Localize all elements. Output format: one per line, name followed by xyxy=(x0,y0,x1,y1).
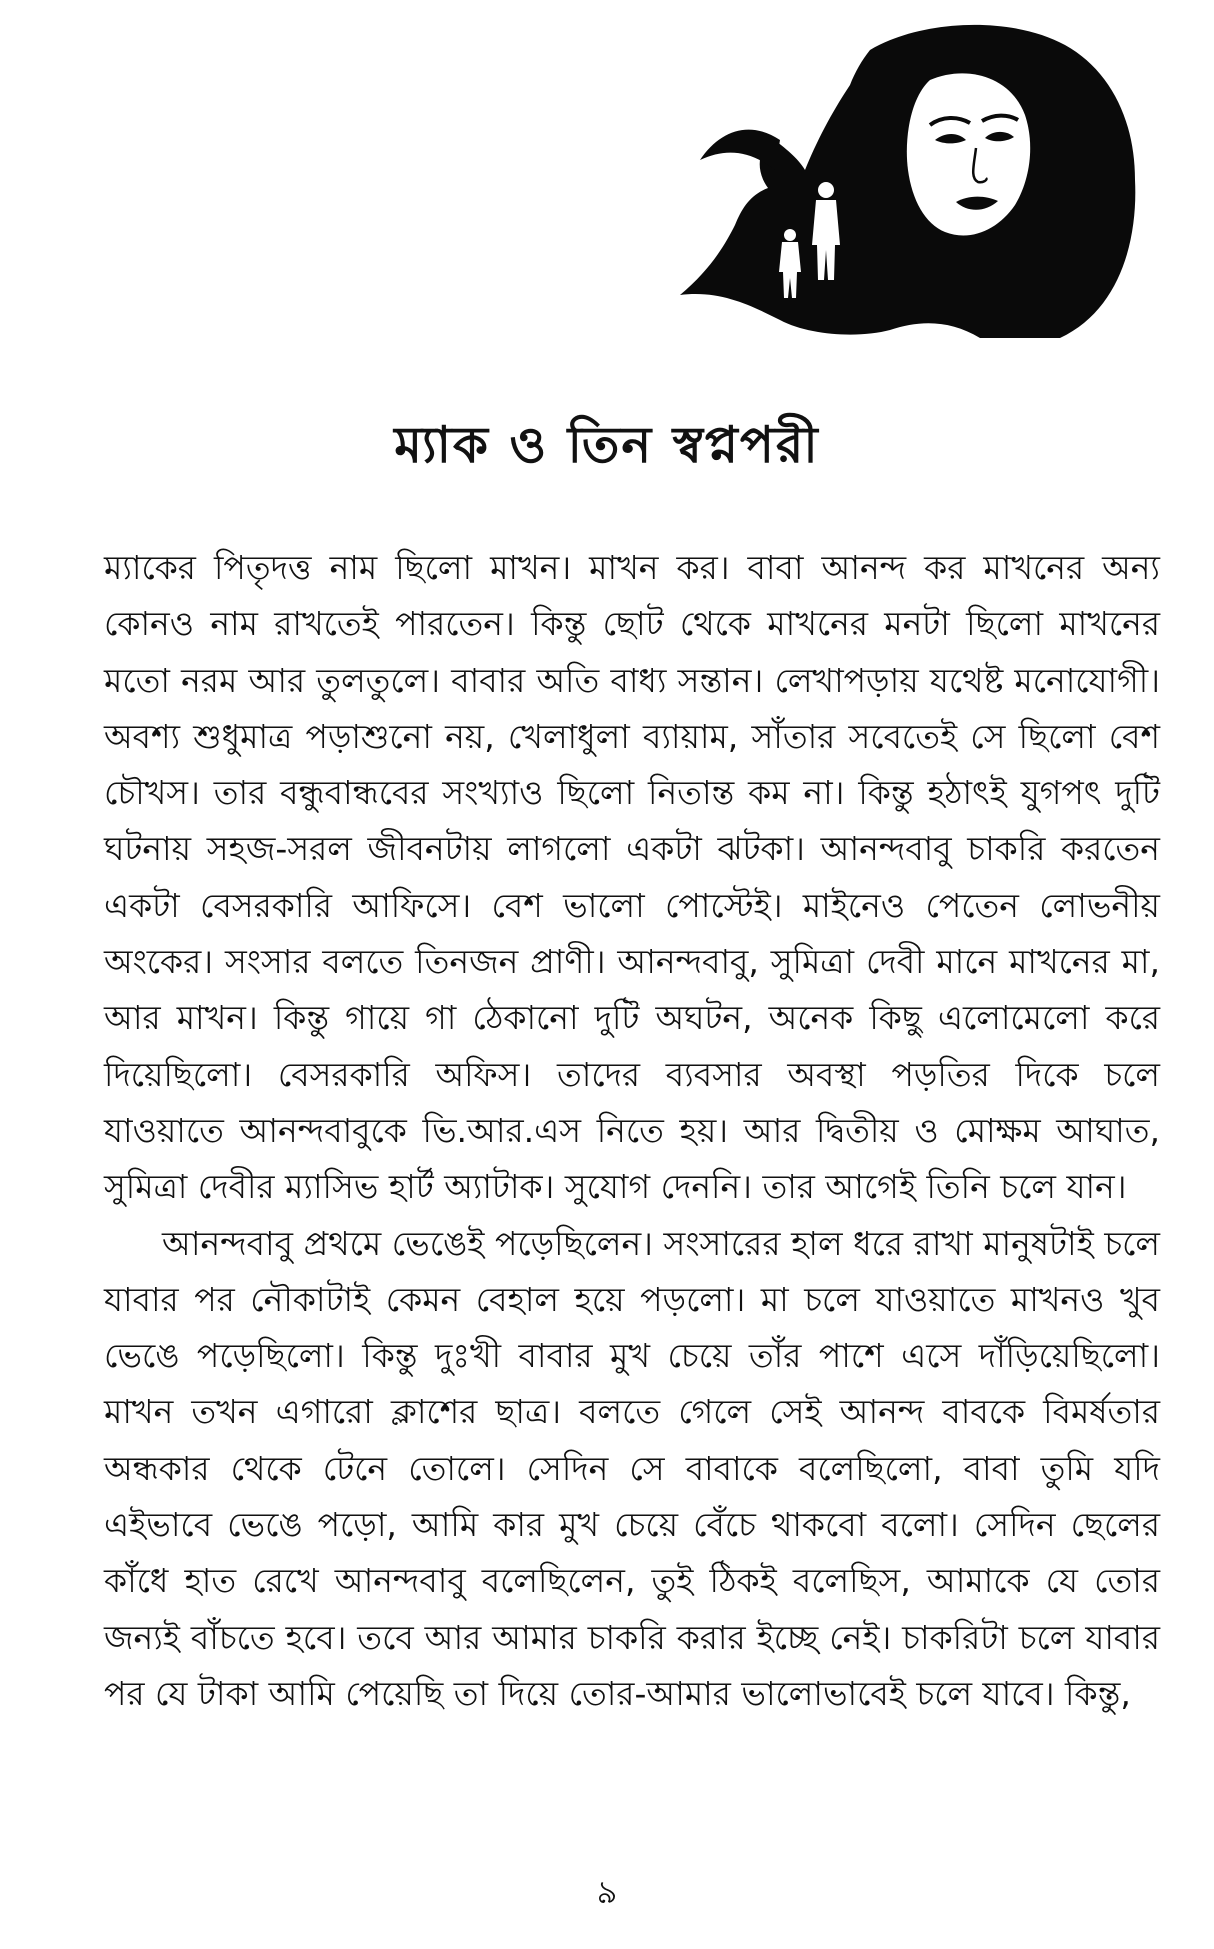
woman-with-flowing-hair-illustration xyxy=(680,20,1150,340)
chapter-title: ম্যাক ও তিন স্বপ্নপরী xyxy=(394,416,820,474)
hair-strand xyxy=(700,130,780,170)
paragraph: আনন্দবাবু প্রথমে ভেঙেই পড়েছিলেন। সংসারের হাল ধরে রাখা মানুষটাই চলে যাবার পর নৌকাটাই কেমন বেহাল হয়ে পড়লো। মা চলে যাওয়াতে মাখনও খুব ভেঙে পড়েছিলো। কিন্তু দুঃখী বাবার মুখ চেয়ে তাঁর পাশে এসে দাঁড়িয়েছিলো। মাখন তখন এগারো ক্লাশের ছাত্র। বলতে গেলে সেই আনন্দ বাবকে বিমর্ষতার অন্ধকার থেকে টেনে তোলে। সেদিন সে বাবাকে বলেছিলো, বাবা তুমি যদি এইভাবে ভেঙে পড়ো, আমি কার মুখ চেয়ে বেঁচে থাকবো বলো। সেদিন ছেলের কাঁধে হাত রেখে আনন্দবাবু বলেছিলেন, তুই ঠিকই বলেছিস, আমাকে যে তোর জন্যই বাঁচতে হবে। তবে আর আমার চাকরি করার ইচ্ছে নেই। চাকরিটা চলে যাবার পর যে টাকা আমি পেয়েছি তা দিয়ে তোর-আমার ভালোভাবেই চলে যাবে। কিন্তু, xyxy=(104,1223,1160,1713)
paragraph: ম্যাকের পিতৃদত্ত নাম ছিলো মাখন। মাখন কর। বাবা আনন্দ কর মাখনের অন্য কোনও নাম রাখতেই পারতেন। কিন্তু ছোট থেকে মাখনের মনটা ছিলো মাখনের মতো নরম আর তুলতুলে। বাবার অতি বাধ্য সন্তান। লেখাপড়ায় যথেষ্ট মনোযোগী। অবশ্য শুধুমাত্র পড়াশুনো নয়, খেলাধুলা ব্যায়াম, সাঁতার সবেতেই সে ছিলো বেশ চৌখস। তার বন্ধুবান্ধবের সংখ্যাও ছিলো নিতান্ত কম না। কিন্তু হঠাৎই যুগপৎ দুটি ঘটনায় সহজ-সরল জীবনটায় লাগলো একটা ঝটকা। আনন্দবাবু চাকরি করতেন একটা বেসরকারি আফিসে। বেশ ভালো পোস্টেই। মাইনেও পেতেন লোভনীয় অংকের। সংসার বলতে তিনজন প্রাণী। আনন্দবাবু, সুমিত্রা দেবী মানে মাখনের মা, আর মাখন। কিন্তু গায়ে গা ঠেকানো দুটি অঘটন, অনেক কিছু এলোমেলো করে দিয়েছিলো। বেসরকারি অফিস। তাদের ব্যবসার অবস্থা পড়তির দিকে চলে যাওয়াতে আনন্দবাবুকে ভি.আর.এস নিতে হয়। আর দ্বিতীয় ও মোক্ষম আঘাত, সুমিত্রা দেবীর ম্যাসিভ হার্ট অ্যাটাক। সুযোগ দেননি। তার আগেই তিনি চলে যান। xyxy=(104,548,1160,1207)
page-number: ৯ xyxy=(596,1873,618,1911)
hair-shape xyxy=(680,25,1135,338)
chapter-body xyxy=(104,540,1160,1722)
